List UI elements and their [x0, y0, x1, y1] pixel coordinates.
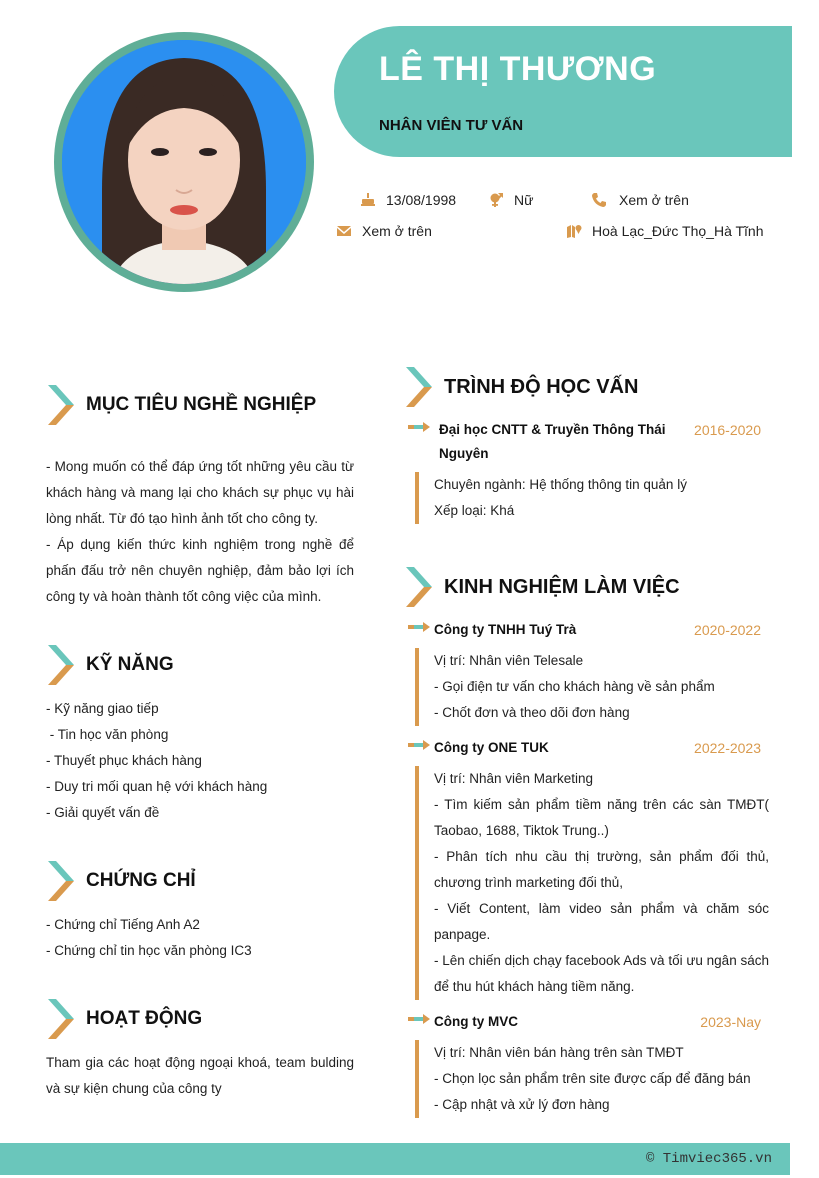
experience-years: 2022-2023 — [694, 740, 761, 756]
chevron-icon — [406, 367, 432, 407]
section-objective-header — [48, 385, 316, 425]
activities-text: Tham gia các hoạt động ngoại khoá, team bulding và sự kiện chung của công ty — [46, 1055, 354, 1096]
experience-line: Vị trí: Nhân viên Telesale — [434, 653, 584, 668]
address-info — [566, 223, 764, 239]
skill-item: - Giải quyết vấn đề — [46, 805, 160, 820]
experience-line: - Tìm kiếm sản phẩm tiềm năng trên các sàn TMĐT( Taobao, 1688, Tiktok Trung..) — [434, 797, 769, 838]
section-skills-header — [48, 645, 174, 685]
experience-line: Vị trí: Nhân viên bán hàng trên sàn TMĐT — [434, 1045, 684, 1060]
section-activities-header — [48, 999, 202, 1039]
email-value: Xem ở trên — [362, 223, 432, 239]
section-education-title: TRÌNH ĐỘ HỌC VẤN — [444, 375, 639, 398]
email-icon — [336, 223, 352, 239]
birthday-info — [360, 192, 456, 208]
email-info — [336, 223, 432, 239]
chevron-icon — [48, 645, 74, 685]
chevron-icon — [48, 861, 74, 901]
experience-years: 2020-2022 — [694, 622, 761, 638]
skill-item: - Tin học văn phòng — [46, 727, 169, 742]
education-line: Chuyên ngành: Hệ thống thông tin quản lý — [434, 477, 687, 492]
gender-info — [488, 192, 533, 208]
experience-years: 2023-Nay — [700, 1014, 761, 1030]
experience-details — [415, 766, 769, 1000]
section-experience-title: KINH NGHIỆM LÀM VIỆC — [444, 575, 680, 598]
experience-line: - Viết Content, làm video sản phẩm và chăm sóc panpage. — [434, 901, 769, 942]
experience-entry-header — [408, 736, 761, 760]
experience-company: Công ty MVC — [434, 1014, 518, 1029]
phone-value: Xem ở trên — [619, 192, 689, 208]
section-education-header — [406, 367, 638, 407]
section-certificates-header — [48, 861, 196, 901]
experience-line: - Gọi điện tư vấn cho khách hàng về sản phẩm — [434, 679, 715, 694]
birthday-value: 13/08/1998 — [386, 192, 457, 208]
objective-paragraph-2: - Áp dụng kiến thức kinh nghiệm trong nghề để phấn đấu trở nên chuyên nghiệp, đảm bảo lợi ích công ty và hoàn thành tốt công việc của mình. — [46, 537, 354, 604]
section-skills-title: KỸ NĂNG — [86, 654, 174, 675]
education-line: Xếp loại: Khá — [434, 503, 515, 518]
gender-icon — [488, 192, 504, 208]
experience-details — [415, 648, 769, 726]
arrow-bullet-icon — [408, 622, 430, 632]
section-certificates-title: CHỨNG CHỈ — [86, 870, 196, 891]
chevron-icon — [48, 999, 74, 1039]
certificate-item: - Chứng chỉ Tiếng Anh A2 — [46, 917, 200, 932]
certificates-list — [46, 912, 354, 964]
header-band — [334, 26, 792, 157]
skills-list — [46, 696, 354, 826]
experience-line: - Chọn lọc sản phẩm trên site được cấp để đăng bán — [434, 1071, 751, 1086]
profile-photo-frame — [54, 32, 314, 292]
skill-item: - Kỹ năng giao tiếp — [46, 701, 159, 716]
profile-photo — [62, 40, 306, 284]
experience-line: - Phân tích nhu cầu thị trường, sản phẩm đối thủ, chương trình marketing đối thủ, — [434, 849, 769, 890]
arrow-bullet-icon — [408, 422, 430, 432]
education-years: 2016-2020 — [694, 422, 761, 438]
arrow-bullet-icon — [408, 1014, 430, 1024]
experience-entry-header — [408, 1010, 761, 1034]
objective-paragraph-1: - Mong muốn có thể đáp ứng tốt những yêu cầu từ khách hàng và mang lại cho khách sự phục vụ hài lòng nhất. Từ đó tạo hình ảnh tốt cho công ty. — [46, 459, 354, 526]
gender-value: Nữ — [514, 192, 534, 208]
arrow-bullet-icon — [408, 740, 430, 750]
section-objective-title: MỤC TIÊU NGHỀ NGHIỆP — [86, 394, 317, 415]
experience-line: - Lên chiến dịch chạy facebook Ads và tối ưu ngân sách để thu hút khách hàng tiềm năng. — [434, 953, 769, 994]
portrait-illustration — [62, 40, 306, 284]
education-details — [415, 472, 769, 524]
phone-info — [591, 192, 689, 208]
birthday-cake-icon — [360, 192, 376, 208]
candidate-name: LÊ THỊ THƯƠNG — [379, 50, 657, 88]
skill-item: - Duy tri mối quan hệ với khách hàng — [46, 779, 268, 794]
experience-line: - Cập nhật và xử lý đơn hàng — [434, 1097, 610, 1112]
objective-text — [46, 454, 354, 610]
experience-line: - Chốt đơn và theo dõi đơn hàng — [434, 705, 630, 720]
education-school: Đại học CNTT & Truyền Thông Thái Nguyên — [439, 422, 666, 461]
address-value: Hoà Lạc_Đức Thọ_Hà Tĩnh — [592, 223, 764, 239]
footer-bar — [0, 1143, 790, 1175]
experience-line: Vị trí: Nhân viên Marketing — [434, 771, 594, 786]
candidate-title: NHÂN VIÊN TƯ VẤN — [379, 117, 524, 134]
footer-copyright: © Timviec365.vn — [645, 1151, 772, 1167]
chevron-icon — [48, 385, 74, 425]
section-experience-header — [406, 567, 680, 607]
experience-details — [415, 1040, 769, 1118]
skill-item: - Thuyết phục khách hàng — [46, 753, 202, 768]
chevron-icon — [406, 567, 432, 607]
map-pin-icon — [566, 223, 582, 239]
experience-entry-header — [408, 618, 761, 642]
phone-icon — [591, 192, 607, 208]
section-activities-title: HOẠT ĐỘNG — [86, 1008, 203, 1029]
certificate-item: - Chứng chỉ tin học văn phòng IC3 — [46, 943, 252, 958]
experience-company: Công ty ONE TUK — [434, 740, 549, 755]
education-entry-header — [408, 418, 761, 466]
experience-company: Công ty TNHH Tuý Trà — [434, 622, 577, 637]
